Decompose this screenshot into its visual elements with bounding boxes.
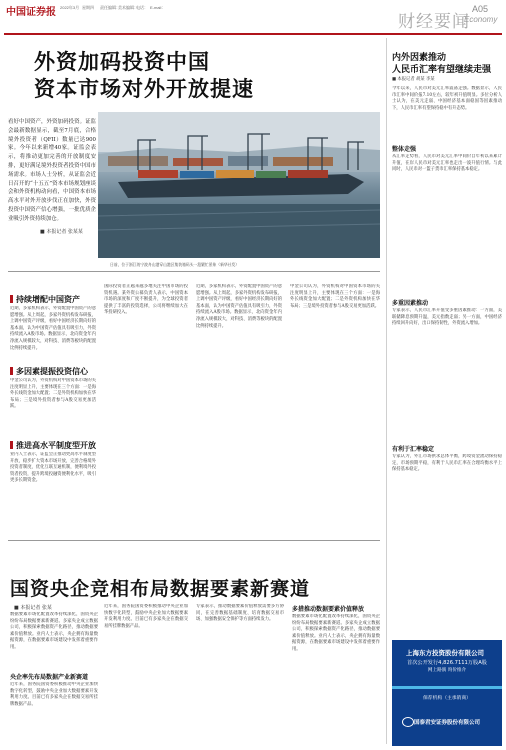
masthead-meta: 2022年3月 bbox=[60, 5, 80, 10]
advert-roadshow: 网上路演 询价推介 bbox=[427, 668, 467, 673]
right-headline-line1: 内外因素推动 bbox=[392, 53, 447, 63]
second-subhead-2: 多措推动数据要素价值释放 bbox=[292, 606, 365, 613]
lead-headline-line2: 资本市场对外开放提速 bbox=[34, 77, 254, 101]
page-number: A05 bbox=[472, 4, 489, 14]
subhead-marker bbox=[10, 441, 13, 449]
lead-column-1c: 业内人士表示，证监会正推动更高水平制度型开放，稳步扩大资本市场开放，完善合格境外投资者制度，优化互联互通机制，便利境外投资者投资，提升跨境投融资便利化水平，吸引更多长期资金。 bbox=[10, 452, 96, 484]
second-column-1a: 数据要素市场化配置改革持续深化，国资央企纷纷布局数据要素新赛道。多家央企成立数据公司，积极探索数据资产化路径，推动数据要素价值释放。业内人士表示，央企拥有海量数据资源，在数据要素市场建设中发挥着重要作用。 bbox=[10, 612, 98, 650]
section-divider bbox=[8, 271, 380, 272]
right-column-p1: 今年以来，人民币对美元汇率震荡走强。数据显示，人民币汇率中间价报7.10左右，较年初升值明显。多位分析人士认为，在美元走弱、中国经济基本面稳固等因素推动下，人民币汇率有望保持稳中有升态势。 bbox=[392, 86, 502, 111]
second-column-4: 数据要素市场化配置改革持续深化，国资央企纷纷布局数据要素新赛道。多家央企成立数据公司，积极探索数据资产化路径，推动数据要素价值释放。业内人士表示，央企拥有海量数据资源，在数据要素市场建设中发挥着重要作用。 bbox=[292, 614, 380, 652]
right-subhead-3: 有利于汇率稳定 bbox=[392, 446, 435, 453]
masthead-meta: 星期四 bbox=[82, 5, 94, 10]
ipo-advert bbox=[392, 640, 502, 746]
right-column-p2: 从汇率走势看，人民币对美元汇率中间价自年初以来累计升值，在岸人民币对美元汇率也走出一波升值行情。与此同时，人民币对一篮子货币汇率保持基本稳定。 bbox=[392, 154, 502, 173]
lead-column-2: 国际投资者正越来越多地关注中国市场的投资机遇。某外资公募负责人表示，中国资本市场的深度和广度不断提升，为全球投资者提供了丰富的投资选择，公司将继续加大在华投研投入。 bbox=[104, 284, 188, 316]
lead-column-4: 中金公司认为，外资机构对中国资本市场的关注度明显上升，主要体现在三个方面：一是海外长线资金加大配置；二是外资机构加快在华布局；三是境外投资者参与A股交易更加活跃。 bbox=[290, 284, 380, 309]
advert-broker: 国泰君安证券股份有限公司 bbox=[414, 720, 481, 726]
lead-intro: 看好中国资产，外资加码投资。证监会最新数据显示，截至7月底，合格境外投资者（QFII）数量已达900家。今年以来新增40家。证监会表示，将推动更加完善的开放制度安排，更好满足境外投资者投资中国市场需求。市场人士分析，从证监会近日召开的“十五五”资本市场规划座谈会和外资机构动向看，中国资本市场高水平对外开放步伐正在加快，外资投资中国资产信心增强，一批优质企业吸引外资持续加仓。 bbox=[8, 119, 96, 222]
masthead-meta: 美术编辑： bbox=[118, 5, 138, 10]
right-column-p4: 专家认为，外汇市场供求总体平衡，跨境资金流动保持稳定，市场预期平稳，有利于人民币汇率在合理均衡水平上保持基本稳定。 bbox=[392, 454, 502, 473]
masthead-meta: E-mail： bbox=[150, 5, 166, 10]
right-subhead-2: 多重因素推动 bbox=[392, 300, 429, 307]
advert-stripe bbox=[392, 686, 502, 689]
lead-headline-line1: 外资加码投资中国 bbox=[34, 50, 210, 74]
broker-logo-icon bbox=[402, 717, 414, 727]
column-divider bbox=[386, 38, 387, 744]
second-column-3: 专家表示，推动数据要素价值释放需要多方协同，在完善数据基础制度、培育数据交易市场、加强数据安全保护等方面持续发力。 bbox=[196, 604, 284, 623]
second-column-2: 近年来，国务院国资委积极推动中央企业加快数字化转型，鼓励中央企业加大数据要素开发利用力度。目前已有多家央企在数据交易所挂牌数据产品。 bbox=[104, 604, 188, 629]
subhead-2 bbox=[10, 366, 88, 376]
story-divider bbox=[8, 540, 380, 541]
lead-column-3: 近期，多家机构表示，外资配置中国资产的意愿增强。从上周起，多家外资机构发布研报，上调中国资产评级，看好中国经济长期向好的基本面，认为中国资产估值具有吸引力，外资持续流入A股市场。数据显示，北向资金年内净流入规模较大，对科技、消费等板块的配置比例持续提升。 bbox=[196, 284, 282, 329]
advert-sponsor-label: 保荐机构（主承销商） bbox=[423, 696, 471, 701]
section-title: 财经要闻 bbox=[398, 12, 470, 31]
advert-company: 上海东方投资股份有限公司 bbox=[406, 649, 484, 657]
right-column-p3: 专家表示，人民币汇率升值受多重因素推动：一方面，美联储降息预期升温，美元指数走弱；另一方面，中国经济持续回升向好，出口保持韧性，外资流入增加。 bbox=[392, 308, 502, 327]
second-byline: ■ 本报记者 张某 bbox=[14, 605, 52, 611]
newspaper-logo: 中国证券报 bbox=[6, 7, 56, 18]
right-headline-line2: 人民币汇率有望继续走强 bbox=[392, 65, 492, 75]
subhead-3 bbox=[10, 440, 96, 450]
masthead bbox=[0, 0, 506, 34]
photo-caption: 日前，位于浙江的宁波舟山港穿山港区集装箱码头一派繁忙景象（新华社发） bbox=[110, 262, 240, 267]
masthead-rule bbox=[4, 33, 502, 35]
second-subhead-1: 央企率先布局数据产业新赛道 bbox=[10, 674, 89, 681]
second-headline: 国资央企竞相布局数据要素新赛道 bbox=[10, 578, 311, 600]
right-subhead-1: 整体走强 bbox=[392, 146, 417, 153]
subhead-text: 多因素提振投资信心 bbox=[16, 367, 88, 376]
masthead-meta: 责任编辑： bbox=[100, 5, 120, 10]
subhead-text: 推进高水平制度型开放 bbox=[16, 441, 96, 450]
subhead-marker bbox=[10, 367, 13, 375]
subhead-1 bbox=[10, 294, 80, 304]
subhead-marker bbox=[10, 295, 13, 303]
right-byline: ■ 本报记者 胡某 李某 bbox=[392, 77, 435, 82]
section-english: Economy bbox=[464, 15, 498, 24]
masthead-meta: 电话： bbox=[136, 5, 148, 10]
port-photo bbox=[98, 112, 380, 258]
lead-byline: ■ 本报记者 张某某 bbox=[40, 229, 83, 235]
lead-column-1b: 中金公司认为，外资机构对中国资本市场的关注度明显上升，主要体现在三个方面：一是海外长线资金加大配置；二是外资机构加快在华布局；三是境外投资者参与A股交易更加活跃。 bbox=[10, 378, 96, 410]
subhead-text: 持续增配中国资产 bbox=[16, 295, 80, 304]
advert-offer: 首次公开发行4,826.7111万股A股 bbox=[407, 660, 487, 666]
lead-column-1a: 近期，多家机构表示，外资配置中国资产的意愿增强。从上周起，多家外资机构发布研报，上调中国资产评级，看好中国经济长期向好的基本面，认为中国资产估值具有吸引力，外资持续流入A股市场。数据显示，北向资金年内净流入规模较大，对科技、消费等板块的配置比例持续提升。 bbox=[10, 306, 96, 351]
second-column-1b: 近年来，国务院国资委积极推动中央企业加快数字化转型，鼓励中央企业加大数据要素开发利用力度。目前已有多家央企在数据交易所挂牌数据产品。 bbox=[10, 682, 98, 707]
